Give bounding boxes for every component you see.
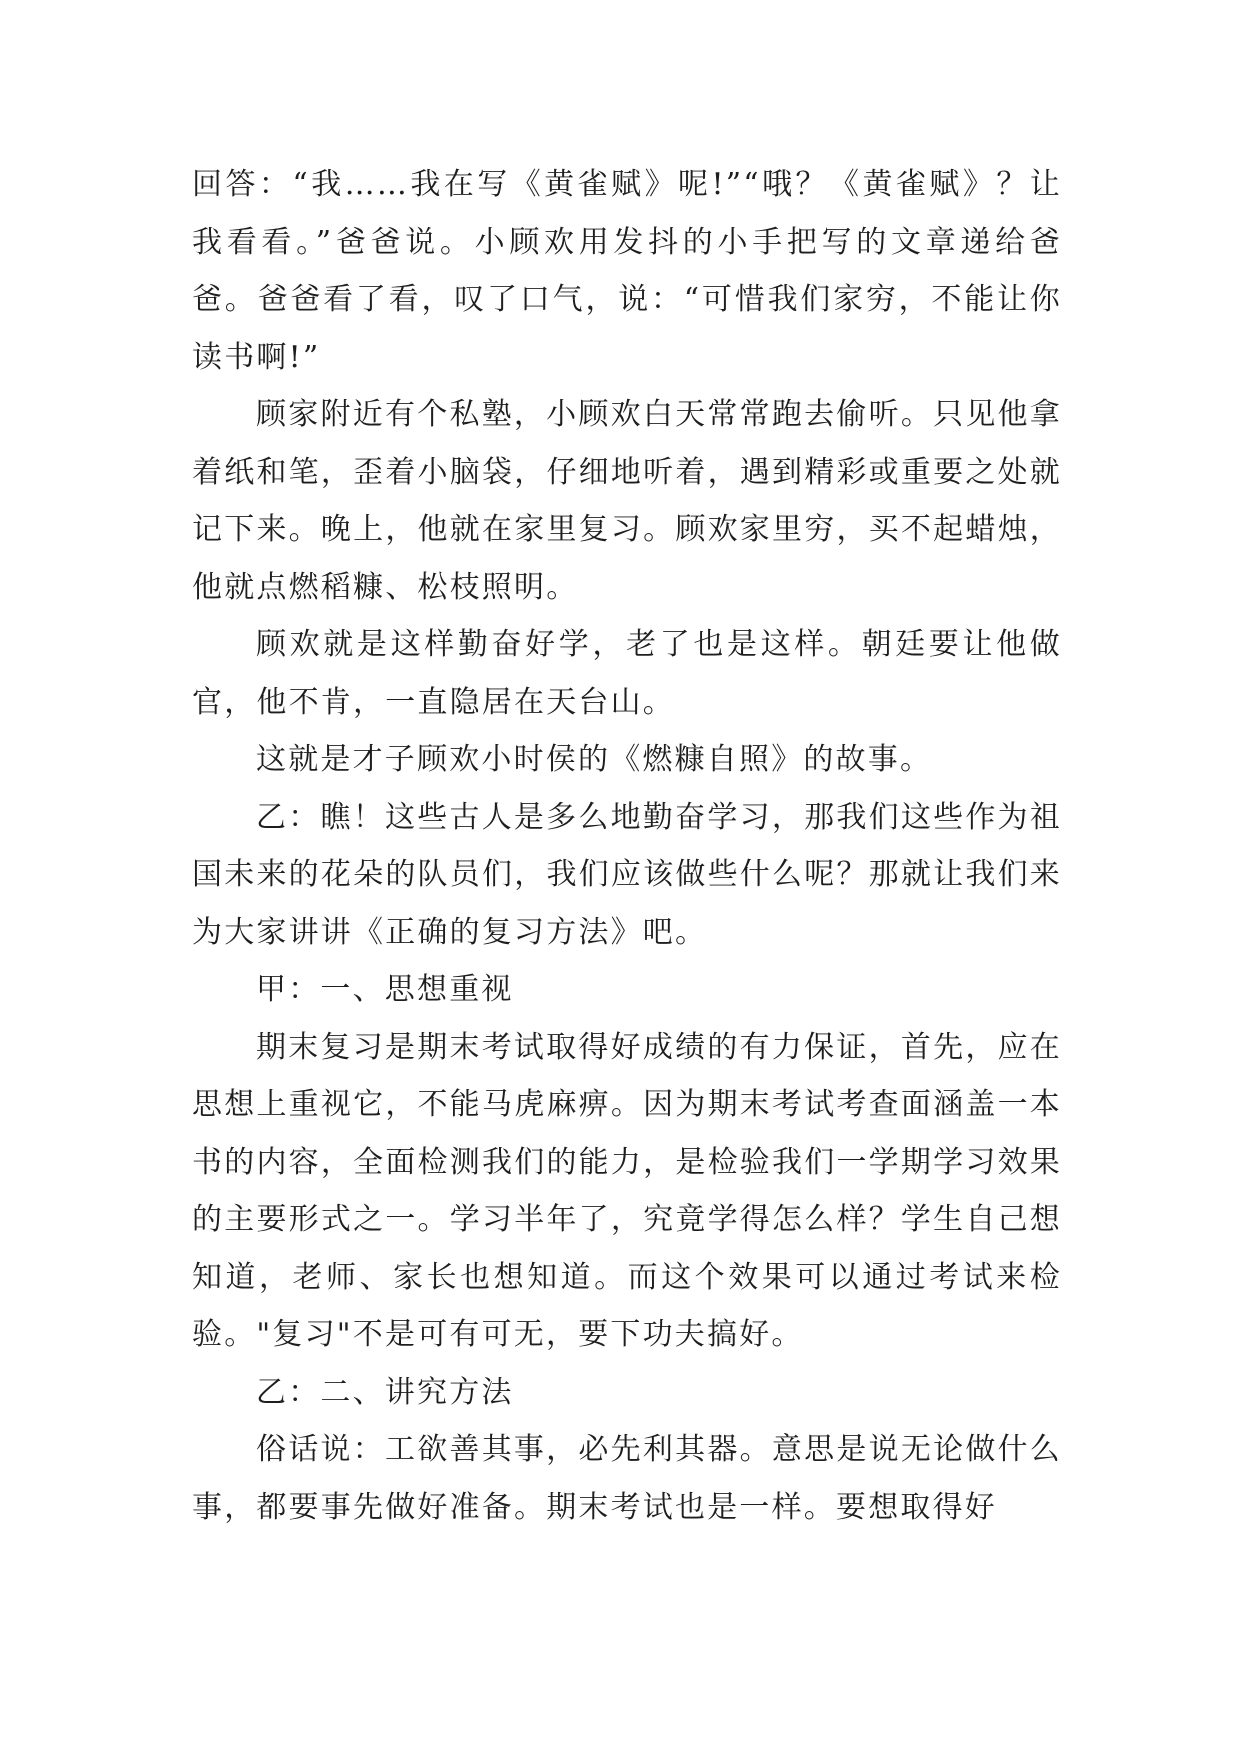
paragraph-7: 俗话说：工欲善其事，必先利其器。意思是说无论做什么事，都要事先做好准备。期末考试也是一样。要想取得好 — [192, 1432, 1062, 1525]
paragraph-2: 顾家附近有个私塾，小顾欢白天常常跑去偷听。只见他拿着纸和笔，歪着小脑袋，仔细地听着，遇到精彩或重要之处就记下来。晚上，他就在家里复习。顾欢家里穷，买不起蜡烛，他就点燃稻糠、松枝照明。 — [192, 397, 1062, 605]
section-heading-1: 甲：一、思想重视 — [256, 972, 514, 1007]
paragraph-5: 乙：瞧！这些古人是多么地勤奋学习，那我们这些作为祖国未来的花朵的队员们，我们应该做些什么呢？那就让我们来为大家讲讲《正确的复习方法》吧。 — [192, 799, 1062, 950]
paragraph-6: 期末复习是期末考试取得好成绩的有力保证，首先，应在思想上重视它，不能马虎麻痹。因为期末考试考查面涵盖一本书的内容，全面检测我们的能力，是检验我们一学期学习效果的主要形式之一。学习半年了，究竟学得怎么样？学生自己想知道，老师、家长也想知道。而这个效果可以通过考试来检验。"复习"不是可有可无，要下功夫搞好。 — [192, 1029, 1062, 1352]
section-heading-2: 乙：二、讲究方法 — [256, 1374, 514, 1410]
paragraph-3: 顾欢就是这样勤奋好学，老了也是这样。朝廷要让他做官，他不肯，一直隐居在天台山。 — [192, 627, 1062, 720]
paragraph-1: 回答：“我……我在写《黄雀赋》呢!”“哦？《黄雀赋》？让我看看。”爸爸说。小顾欢用发抖的小手把写的文章递给爸爸。爸爸看了看，叹了口气，说：“可惜我们家穷，不能让你读书啊!” — [192, 167, 1062, 375]
document-body — [192, 156, 1062, 1536]
paragraph-4: 这就是才子顾欢小时侯的《燃糠自照》的故事。 — [256, 742, 933, 777]
